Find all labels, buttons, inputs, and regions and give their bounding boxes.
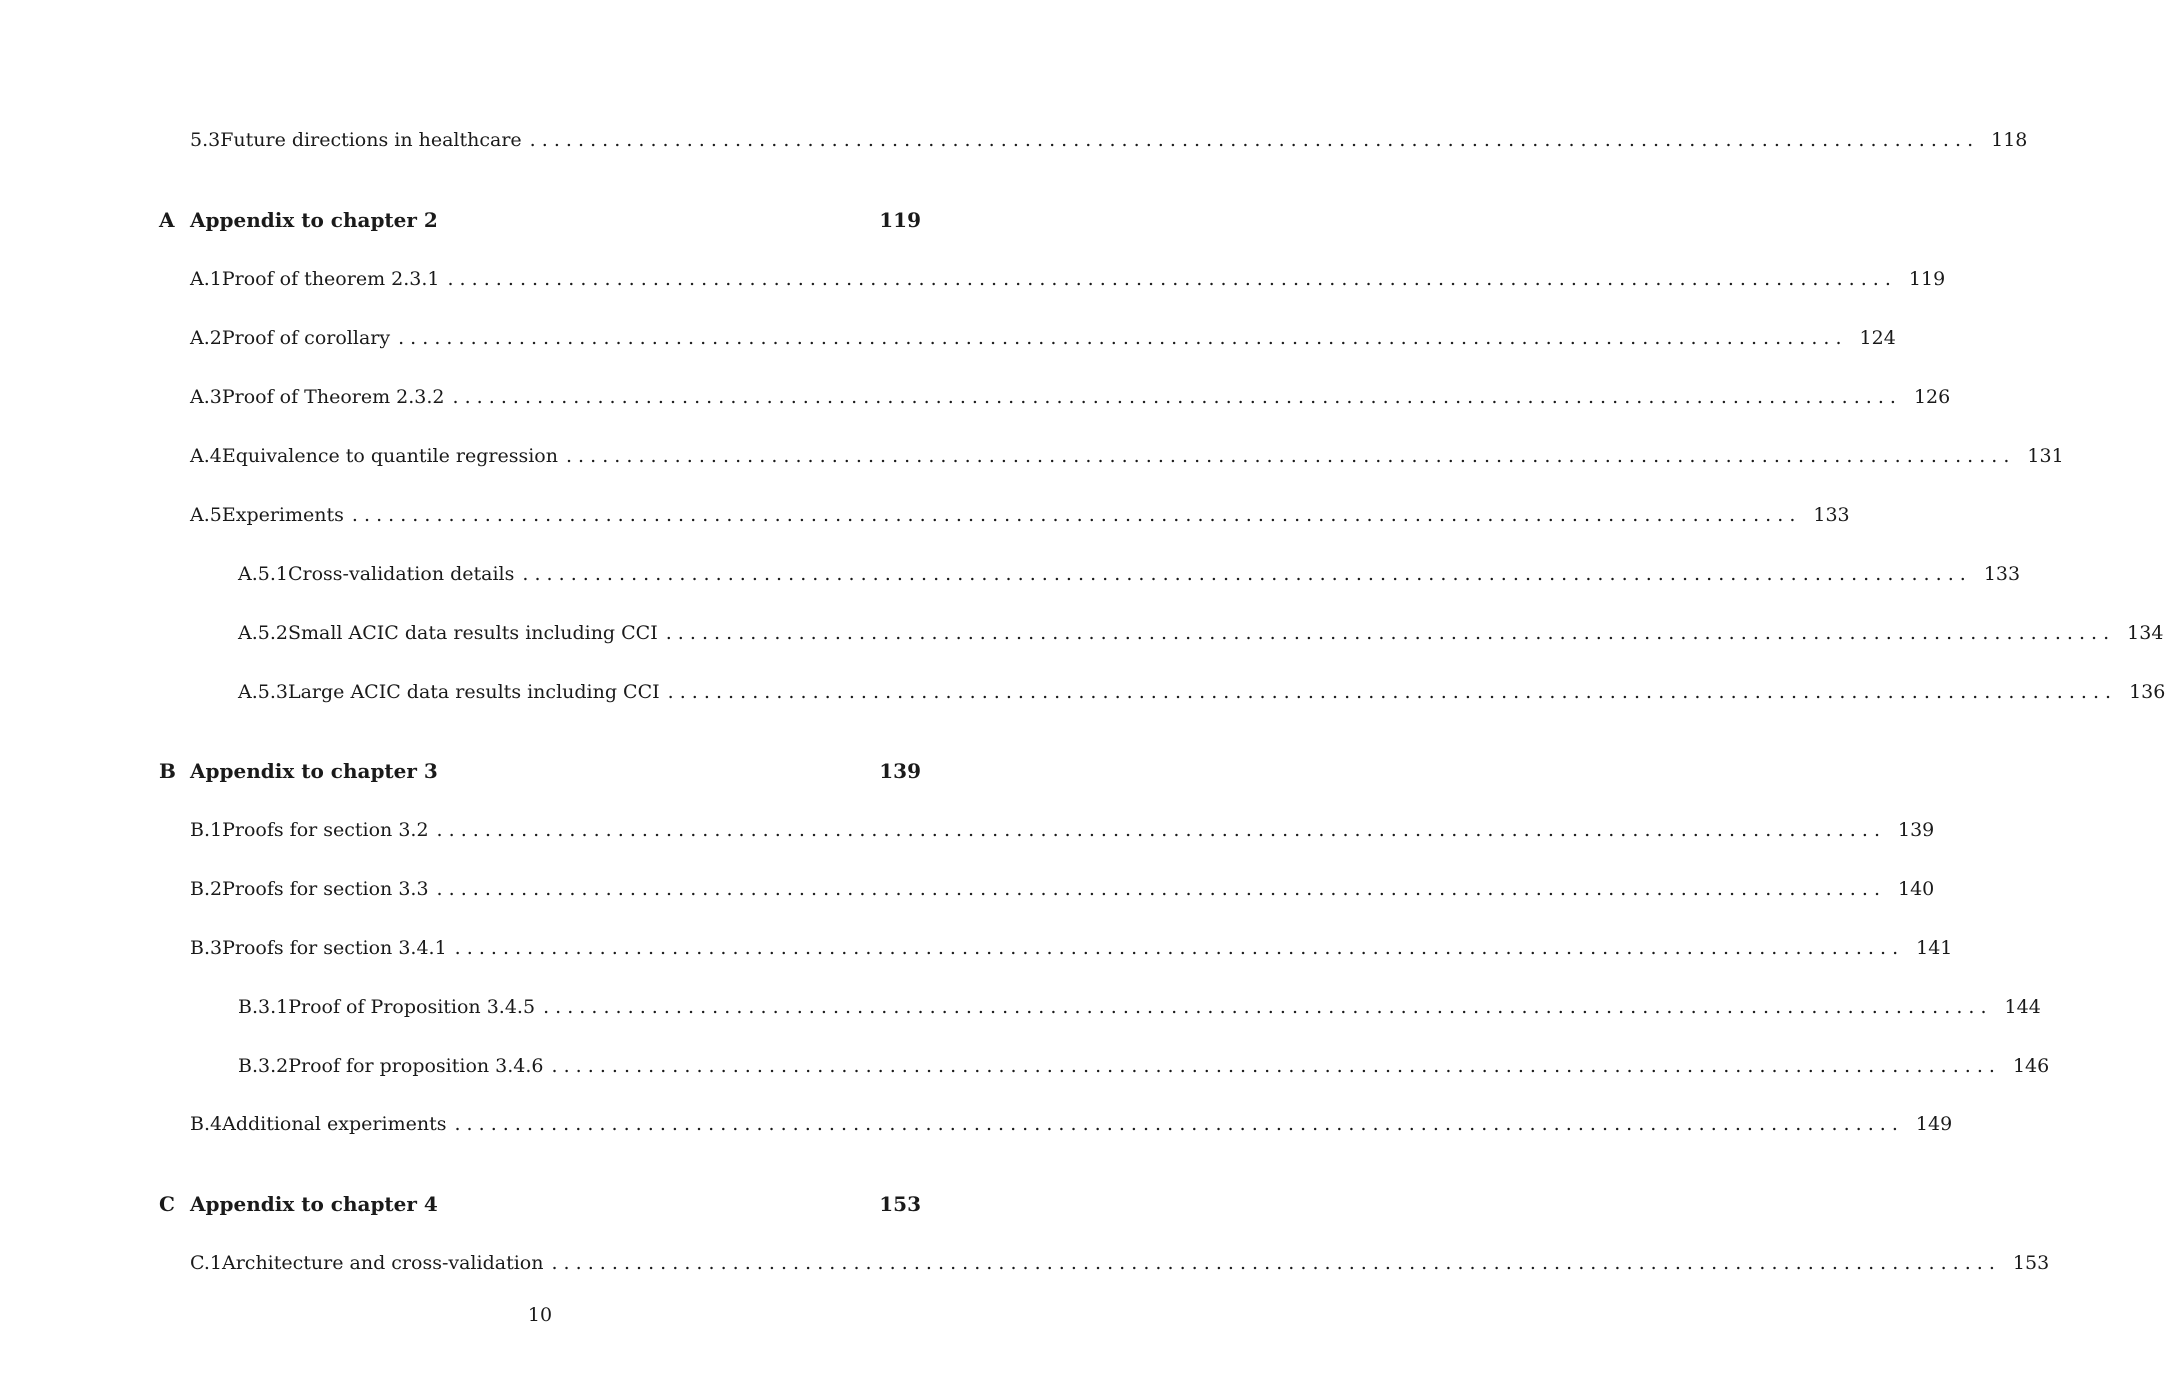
entry-title: Proof of corollary <box>221 327 391 349</box>
dot-leader: . . . . . . . . . . . . . . . . . . . . . . . . . . . . . . . . . . . . . . . . . . . . . . . . . . . . . . . . . . . . . . . . . . . . . . . . . . . . . . . . . . . . . . . . . . . . . . . . . . . . . . . . . . . . . . . . . . . . . . . . <box>529 129 1974 151</box>
toc-entry-section[interactable] <box>190 877 1935 901</box>
dot-leader: . . . . . . . . . . . . . . . . . . . . . . . . . . . . . . . . . . . . . . . . . . . . . . . . . . . . . . . . . . . . . . . . . . . . . . . . . . . . . . . . . . . . . . . . . . . . . . . . . . . . . . . . . . . . . . . . . . . . . . . . <box>565 445 2010 467</box>
entry-number: C.1 <box>190 1252 222 1274</box>
entry-title: Future directions in healthcare <box>220 129 522 151</box>
toc-entry-subsection[interactable] <box>238 680 2165 704</box>
dot-leader: . . . . . . . . . . . . . . . . . . . . . . . . . . . . . . . . . . . . . . . . . . . . . . . . . . . . . . . . . . . . . . . . . . . . . . . . . . . . . . . . . . . . . . . . . . . . . . . . . . . . . . . . . . . . . . . . . . . . . . . . <box>351 504 1796 526</box>
dot-leader: . . . . . . . . . . . . . . . . . . . . . . . . . . . . . . . . . . . . . . . . . . . . . . . . . . . . . . . . . . . . . . . . . . . . . . . . . . . . . . . . . . . . . . . . . . . . . . . . . . . . . . . . . . . . . . . . . . . . . . . . <box>543 996 1987 1018</box>
entry-title: Additional experiments <box>222 1113 447 1135</box>
entry-number: A.1 <box>190 268 222 290</box>
entry-page: 139 <box>879 759 921 783</box>
entry-number: A.5 <box>190 504 222 526</box>
entry-page: 139 <box>1898 819 1935 841</box>
dot-leader: . . . . . . . . . . . . . . . . . . . . . . . . . . . . . . . . . . . . . . . . . . . . . . . . . . . . . . . . . . . . . . . . . . . . . . . . . . . . . . . . . . . . . . . . . . . . . . . . . . . . . . . . . . . . . . . . . . . . . . . . <box>665 622 2110 644</box>
dot-leader: . . . . . . . . . . . . . . . . . . . . . . . . . . . . . . . . . . . . . . . . . . . . . . . . . . . . . . . . . . . . . . . . . . . . . . . . . . . . . . . . . . . . . . . . . . . . . . . . . . . . . . . . . . . . . . . . . . . . . . . . <box>447 268 1891 290</box>
entry-title: Experiments <box>221 504 344 526</box>
toc-entry-chapter[interactable] <box>159 208 921 232</box>
entry-title: Equivalence to quantile regression <box>221 445 558 467</box>
dot-leader: . . . . . . . . . . . . . . . . . . . . . . . . . . . . . . . . . . . . . . . . . . . . . . . . . . . . . . . . . . . . . . . . . . . . . . . . . . . . . . . . . . . . . . . . . . . . . . . . . . . . . . . . . . . . . . . . . . . . . . . . <box>551 1055 1995 1077</box>
entry-number: A.5.3 <box>238 681 288 703</box>
entry-page: 136 <box>2129 681 2165 703</box>
entry-page: 131 <box>2027 445 2064 467</box>
toc-entry-section[interactable] <box>190 326 1896 350</box>
entry-page: 149 <box>1915 1113 1953 1135</box>
entry-page: 144 <box>2004 996 2041 1018</box>
entry-number: B.4 <box>190 1113 223 1135</box>
dot-leader: . . . . . . . . . . . . . . . . . . . . . . . . . . . . . . . . . . . . . . . . . . . . . . . . . . . . . . . . . . . . . . . . . . . . . . . . . . . . . . . . . . . . . . . . . . . . . . . . . . . . . . . . . . . . . . . . . . . . . . . . <box>436 878 1880 900</box>
dot-leader: . . . . . . . . . . . . . . . . . . . . . . . . . . . . . . . . . . . . . . . . . . . . . . . . . . . . . . . . . . . . . . . . . . . . . . . . . . . . . . . . . . . . . . . . . . . . . . . . . . . . . . . . . . . . . . . . . . . . . . . . <box>398 327 1842 349</box>
toc-entry-subsection[interactable] <box>238 562 2021 586</box>
entry-title: Proofs for section 3.3 <box>222 878 429 900</box>
toc-entry-chapter[interactable] <box>159 759 921 783</box>
entry-number: 5.3 <box>190 129 221 151</box>
entry-page: 126 <box>1913 386 1951 408</box>
entry-title: Cross-validation details <box>287 563 515 585</box>
toc-entry-section[interactable] <box>190 1112 1953 1136</box>
entry-number: B.3.1 <box>238 996 289 1018</box>
dot-leader: . . . . . . . . . . . . . . . . . . . . . . . . . . . . . . . . . . . . . . . . . . . . . . . . . . . . . . . . . . . . . . . . . . . . . . . . . . . . . . . . . . . . . . . . . . . . . . . . . . . . . . . . . . . . . . . . . . . . . . . . <box>454 937 1899 959</box>
toc-entry-section[interactable] <box>190 444 2064 468</box>
entry-page: 118 <box>1991 129 2028 151</box>
entry-number: A.2 <box>190 327 222 349</box>
entry-number: B.3.2 <box>238 1055 289 1077</box>
entry-page: 140 <box>1898 878 1935 900</box>
dot-leader: . . . . . . . . . . . . . . . . . . . . . . . . . . . . . . . . . . . . . . . . . . . . . . . . . . . . . . . . . . . . . . . . . . . . . . . . . . . . . . . . . . . . . . . . . . . . . . . . . . . . . . . . . . . . . . . . . . . . . . . . <box>436 819 1880 841</box>
dot-leader: . . . . . . . . . . . . . . . . . . . . . . . . . . . . . . . . . . . . . . . . . . . . . . . . . . . . . . . . . . . . . . . . . . . . . . . . . . . . . . . . . . . . . . . . . . . . . . . . . . . . . . . . . . . . . . . . . . . . . . . . <box>454 1113 1898 1135</box>
toc-entry-section[interactable] <box>190 818 1935 842</box>
entry-page: 146 <box>2012 1055 2050 1077</box>
entry-title: Proof for proposition 3.4.6 <box>288 1055 544 1077</box>
dot-leader: . . . . . . . . . . . . . . . . . . . . . . . . . . . . . . . . . . . . . . . . . . . . . . . . . . . . . . . . . . . . . . . . . . . . . . . . . . . . . . . . . . . . . . . . . . . . . . . . . . . . . . . . . . . . . . . . . . . . . . . . <box>452 386 1896 408</box>
page-number: 10 <box>527 1304 553 1326</box>
entry-title: Architecture and cross-validation <box>222 1252 544 1274</box>
entry-title: Appendix to chapter 4 <box>190 1192 438 1216</box>
entry-number: B.3 <box>190 937 223 959</box>
entry-page: 119 <box>879 208 921 232</box>
toc-entry-chapter[interactable] <box>159 1192 921 1216</box>
entry-number: B.1 <box>190 819 223 841</box>
entry-page: 141 <box>1916 937 1953 959</box>
entry-title: Appendix to chapter 2 <box>190 208 438 232</box>
entry-title: Proof of theorem 2.3.1 <box>221 268 440 290</box>
entry-page: 134 <box>2127 622 2164 644</box>
entry-page: 119 <box>1908 268 1946 290</box>
entry-number: B <box>159 759 176 783</box>
toc-entry-section[interactable] <box>190 1251 2050 1275</box>
toc-entry-section[interactable] <box>190 503 1850 527</box>
entry-page: 124 <box>1859 327 1896 349</box>
dot-leader: . . . . . . . . . . . . . . . . . . . . . . . . . . . . . . . . . . . . . . . . . . . . . . . . . . . . . . . . . . . . . . . . . . . . . . . . . . . . . . . . . . . . . . . . . . . . . . . . . . . . . . . . . . . . . . . . . . . . . . . . <box>522 563 1966 585</box>
entry-page: 133 <box>1813 504 1850 526</box>
entry-page: 153 <box>2012 1252 2050 1274</box>
entry-title: Appendix to chapter 3 <box>190 759 438 783</box>
dot-leader: . . . . . . . . . . . . . . . . . . . . . . . . . . . . . . . . . . . . . . . . . . . . . . . . . . . . . . . . . . . . . . . . . . . . . . . . . . . . . . . . . . . . . . . . . . . . . . . . . . . . . . . . . . . . . . . . . . . . . . . . <box>667 681 2112 703</box>
entry-number: C <box>159 1192 175 1216</box>
entry-number: A.5.2 <box>238 622 288 644</box>
dot-leader: . . . . . . . . . . . . . . . . . . . . . . . . . . . . . . . . . . . . . . . . . . . . . . . . . . . . . . . . . . . . . . . . . . . . . . . . . . . . . . . . . . . . . . . . . . . . . . . . . . . . . . . . . . . . . . . . . . . . . . . . <box>551 1252 1995 1274</box>
entry-number: A <box>159 208 175 232</box>
toc-entry-section[interactable] <box>190 128 2028 152</box>
entry-title: Small ACIC data results including CCI <box>287 622 658 644</box>
entry-title: Large ACIC data results including CCI <box>287 681 660 703</box>
toc-entry-section[interactable] <box>190 936 1953 960</box>
entry-number: B.2 <box>190 878 223 900</box>
entry-title: Proofs for section 3.4.1 <box>222 937 447 959</box>
toc-entry-subsection[interactable] <box>238 1054 2050 1078</box>
entry-page: 133 <box>1983 563 2021 585</box>
toc-entry-section[interactable] <box>190 385 1951 409</box>
toc-entry-section[interactable] <box>190 267 1946 291</box>
entry-title: Proof of Proposition 3.4.5 <box>288 996 536 1018</box>
entry-title: Proof of Theorem 2.3.2 <box>221 386 445 408</box>
entry-title: Proofs for section 3.2 <box>222 819 429 841</box>
entry-number: A.3 <box>190 386 222 408</box>
toc-entry-subsection[interactable] <box>238 621 2164 645</box>
entry-number: A.4 <box>190 445 222 467</box>
toc-entry-subsection[interactable] <box>238 995 2041 1019</box>
entry-page: 153 <box>879 1192 921 1216</box>
entry-number: A.5.1 <box>238 563 288 585</box>
